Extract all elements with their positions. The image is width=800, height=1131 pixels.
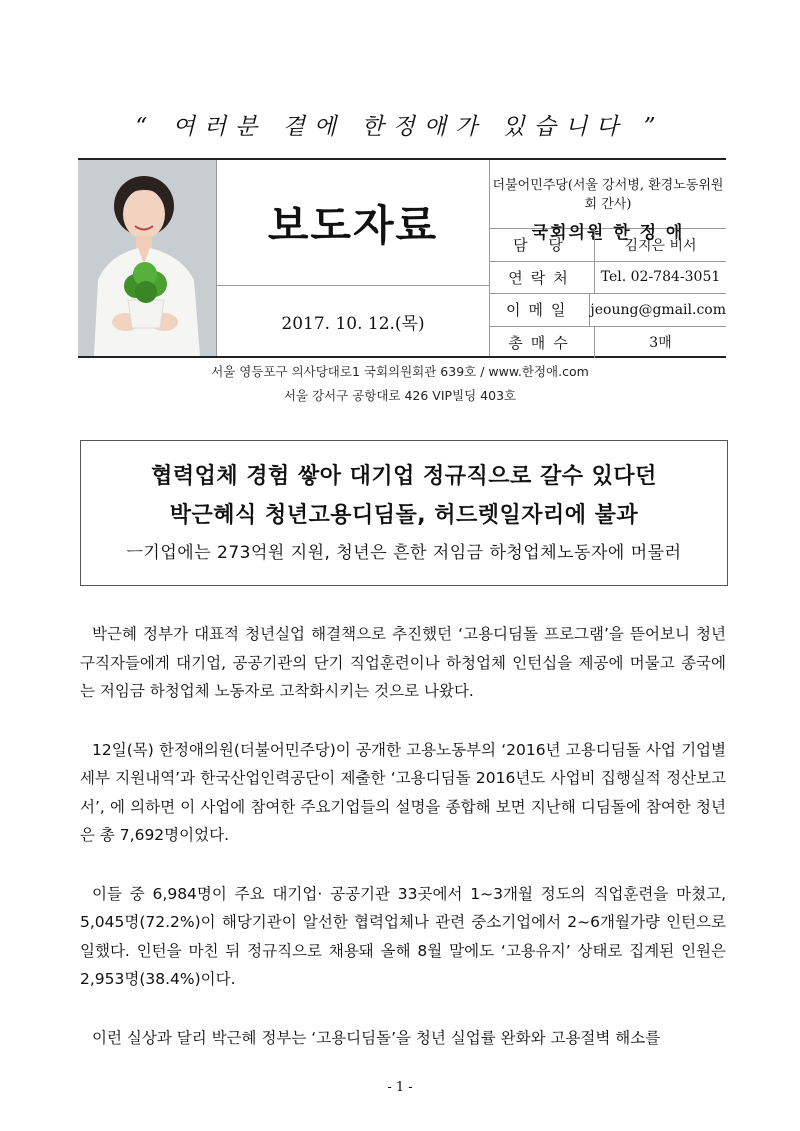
contact-row [490, 327, 726, 359]
body-paragraph: 박근혜 정부가 대표적 청년실업 해결책으로 추진했던 ‘고용디딤돌 프로그램’을 뜯어보니 청년 구직자들에게 대기업, 공공기관의 단기 직업훈련이나 하청업체 인턴십을 제공에 머물고 종국에는 저임금 하청업체 노동자로 고착화시키는 것으로 나왔다. [80, 625, 726, 700]
office-address: 서울 영등포구 의사당대로1 국회의원회관 639호 / www.한정애.com [211, 364, 589, 379]
contact-label: 연락처 [490, 262, 595, 294]
member-info [490, 160, 726, 243]
body-paragraph: 이런 실상과 달리 박근혜 정부는 ‘고용디딤돌’을 청년 실업률 완화와 고용절벽 해소를 [92, 1028, 661, 1047]
contact-row [490, 262, 726, 295]
headline-line-1: 협력업체 경험 쌓아 대기업 정규직으로 갈수 있다던 [151, 464, 657, 489]
contact-value: 김지은 비서 [624, 237, 697, 254]
contact-value: Tel. 02-784-3051 [600, 269, 721, 286]
member-name: 국회의원 한 정 애 [531, 223, 685, 243]
contact-rows [490, 229, 726, 358]
press-header-table [78, 158, 726, 358]
portrait-image [78, 160, 216, 356]
contact-label: 총매수 [490, 327, 595, 359]
subheadline: ㅡ기업에는 273억원 지원, 청년은 흔한 저임금 하청업체노동자에 머물러 [126, 543, 682, 563]
slogan: “ 여러분 곁에 한정애가 있습니다 ” [135, 114, 665, 140]
body-paragraph: 12일(목) 한정애의원(더불어민주당)이 공개한 고용노동부의 ‘2016년 고용디딤돌 사업 기업별 세부 지원내역’과 한국산업인력공단이 제출한 ‘고용디딤돌 2016년도 사업비 집행실적 정산보고서’, 에 의하면 이 사업에 참여한 주요기업들의 설명을 종합해 보면 지난해 디딤돌에 참여한 청년은 총 7,692명이었다. [80, 740, 726, 844]
contact-label: 이메일 [490, 294, 590, 326]
member-photo [78, 160, 217, 356]
page-number: - 1 - [387, 1080, 413, 1095]
headline-box [80, 440, 728, 586]
headline-line-2: 박근혜식 청년고용디딤돌, 허드렛일자리에 불과 [169, 503, 639, 528]
contact-value: jeoung@gmail.com [590, 301, 726, 318]
party-affiliation: 더불어민주당(서울 강서병, 환경노동위원회 간사) [492, 178, 724, 212]
body-paragraph: 이들 중 6,984명이 주요 대기업· 공공기관 33곳에서 1~3개월 정도의 직업훈련을 마쳤고, 5,045명(72.2%)이 해당기관이 알선한 협력업체나 관련 중소기업에서 2~6개월가량 인턴으로 일했다. 인턴을 마친 뒤 정규직으로 채용돼 올해 8월 말에도 ‘고용유지’ 상태로 집계된 인원은 2,953명(38.4%)이다. [80, 884, 726, 988]
contact-label: 담 당 [490, 229, 595, 261]
article-body [80, 620, 726, 1082]
release-date: 2017. 10. 12.(목) [217, 286, 490, 356]
press-release-title: 보도자료 [267, 200, 439, 250]
district-office-address: 서울 강서구 공항대로 426 VIP빌딩 403호 [283, 388, 517, 403]
contact-row [490, 294, 726, 327]
contact-row [490, 229, 726, 262]
contact-value: 3매 [649, 335, 672, 352]
press-release-title-cell [217, 160, 490, 286]
